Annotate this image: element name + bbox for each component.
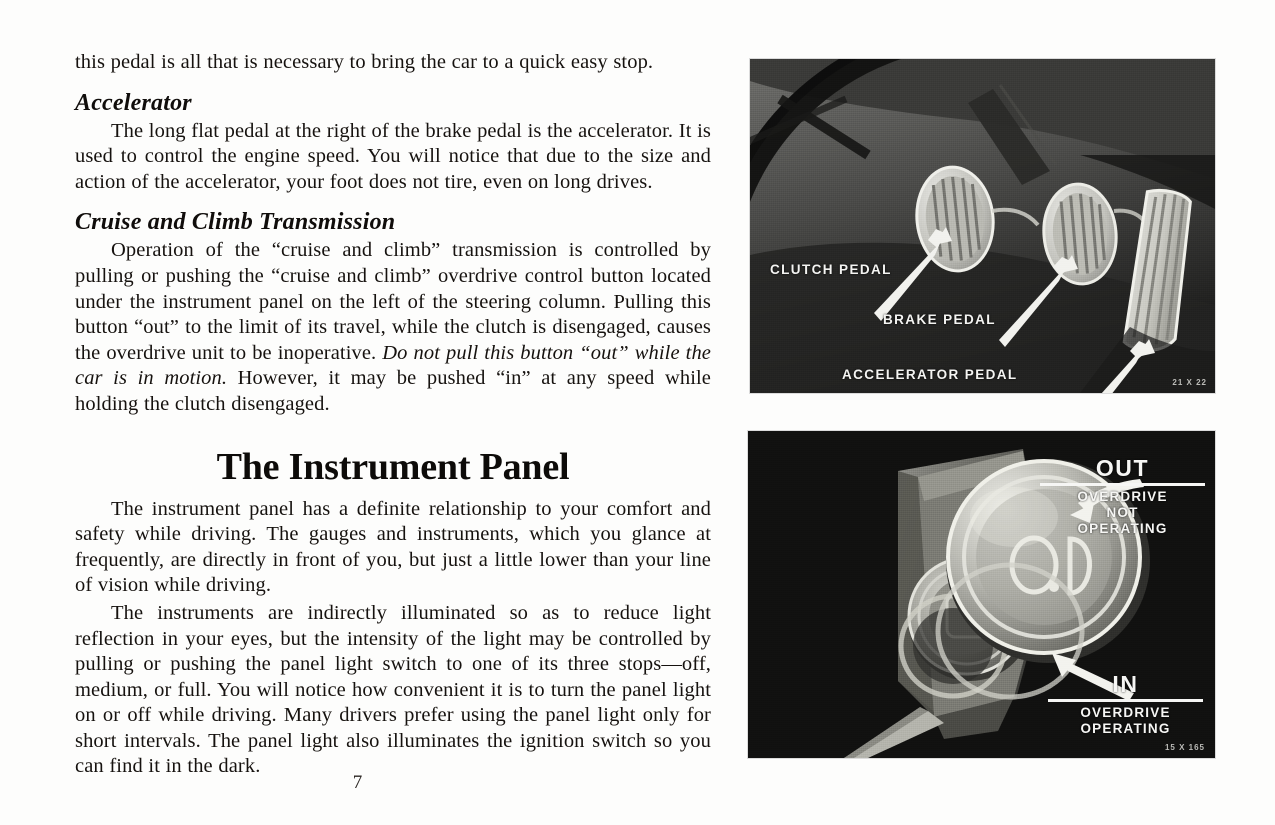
label-accelerator-pedal: ACCELERATOR PEDAL [842,367,1018,382]
figure-overdrive-photo [748,431,1215,758]
label-clutch-pedal: CLUTCH PEDAL [770,262,892,277]
callout-in-line2: OPERATING [1080,721,1171,736]
paragraph-instrument-1: The instrument panel has a definite relationship to your comfort and safety while driving. The gauges and instruments, which you glance at frequently, are directly in front of you, but just a little lower than your line of vision while driving. [75,497,711,597]
cruise-text-b: However, it may be pushed “in” at any speed while holding the clutch disengaged. [75,367,711,415]
callout-out-title: OUT [1040,455,1205,486]
callout-out-line2: NOT [1106,505,1139,520]
page-title: The Instrument Panel [216,445,570,488]
callout-out [1040,455,1205,537]
figure-pedals-photo [750,59,1215,393]
paragraph-continued: this pedal is all that is necessary to bring the car to a quick easy stop. [75,51,654,73]
heading-cruise-and-climb: Cruise and Climb Transmission [75,209,396,236]
figure-code-pedals: 21 X 22 [1172,378,1207,387]
text-column [75,50,711,780]
heading-accelerator: Accelerator [75,89,192,116]
label-brake-pedal: BRAKE PEDAL [883,312,996,327]
callout-in-line1: OVERDRIVE [1080,705,1171,720]
paragraph-instrument-2: The instruments are indirectly illuminated so as to reduce light reflection in your eyes, but the intensity of the light may be controlled by pulling or pushing the panel light switch to one of its three stops—off, medium, or full. You will notice how convenient it is to turn the panel light on or off while driving. Many drivers prefer using the panel light only for short intervals. The panel light also illuminates the ignition switch so you can find it in the dark. [75,601,711,778]
cruise-text-emphasis: Do not pull this button “out” while the car is in motion. [75,341,712,390]
callout-out-line1: OVERDRIVE [1077,489,1168,504]
page-number: 7 [352,772,363,793]
cruise-text-a: Operation of the “cruise and climb” transmission is controlled by pulling or pushing the “cruise and climb” overdrive control button located under the instrument panel on the left of the steering column. Pulling this button “out” to the limit of its travel, while the clutch is disengaged, causes the overdrive unit to be inoperative. [75,239,711,364]
paragraph-accelerator: The long flat pedal at the right of the brake pedal is the accelerator. It is used to control the engine speed. You will notice that due to the size and action of the accelerator, your foot does not tire, even on long drives. [75,119,711,193]
pedals-photo-image [750,59,1215,393]
callout-out-line3: OPERATING [1077,521,1168,536]
callout-in [1048,671,1203,737]
figure-code-overdrive: 15 X 165 [1164,743,1205,752]
callout-in-title: IN [1048,671,1203,702]
paragraph-cruise-and-climb [75,238,711,417]
